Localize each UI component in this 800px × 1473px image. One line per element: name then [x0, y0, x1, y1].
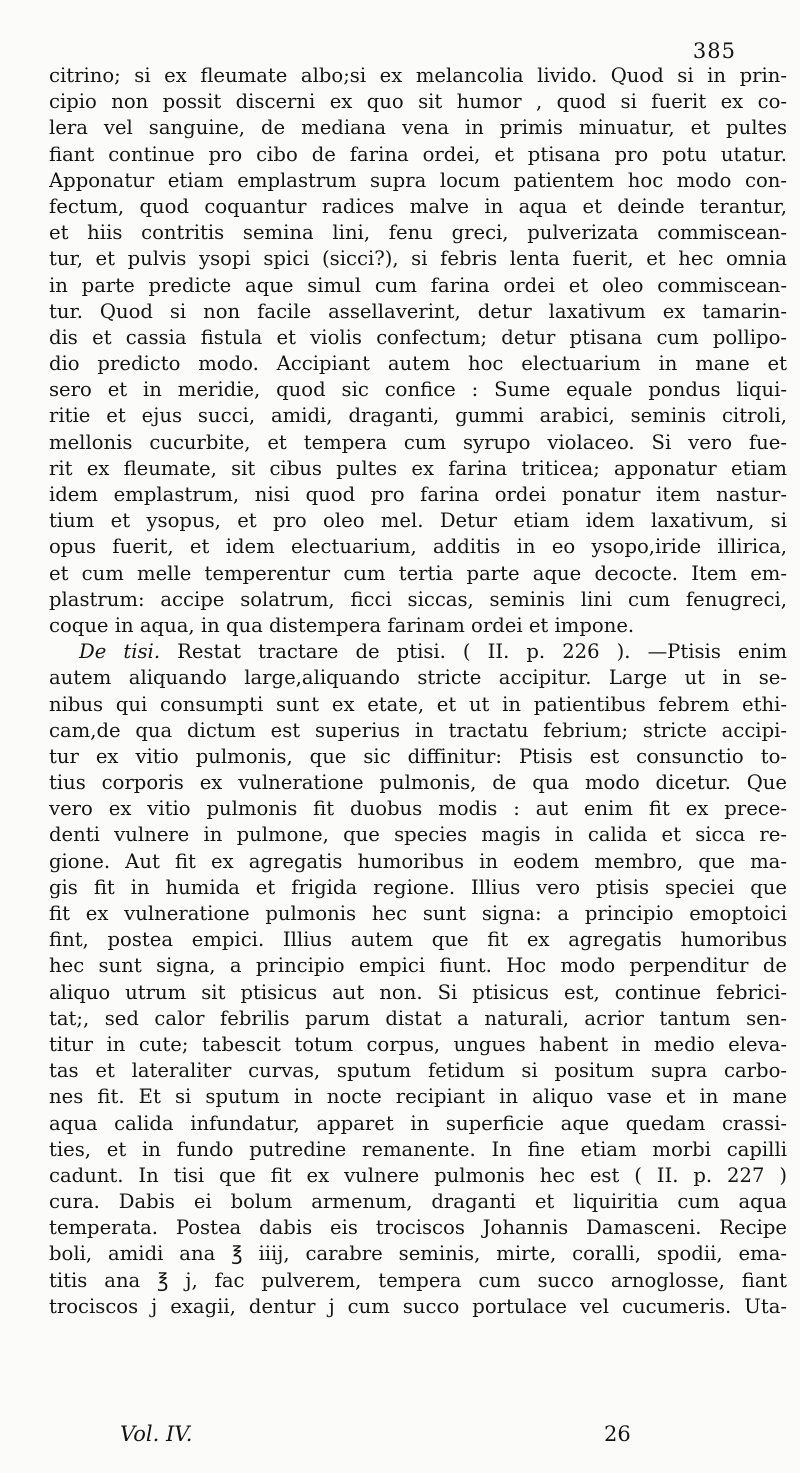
page-number: 385 — [692, 39, 736, 63]
text-line: aqua calida infundatur, apparet in superficie aque quedam crassi- — [49, 1111, 787, 1135]
section-heading: De tisi. — [79, 640, 161, 664]
text-line: tur ex vitio pulmonis, que sic diffinitur: Ptisis est consunctio to- — [49, 744, 787, 768]
text-line: denti vulnere in pulmone, que species magis in calida et sicca re- — [49, 823, 787, 847]
text-line: et hiis contritis semina lini, fenu greci, pulverizata commiscean- — [49, 221, 787, 245]
text-line: Restat tractare de ptisi. ( II. p. 226 ). —Ptisis enim — [177, 640, 787, 664]
text-line: fit ex vulneratione pulmonis hec sunt signa: a principio emoptoici — [49, 902, 787, 925]
text-line: cipio non possit discerni ex quo sit humor , quod si fuerit ex co- — [49, 90, 787, 114]
text-line: nes fit. Et si sputum in nocte recipiant in aliquo vase et in mane — [49, 1085, 787, 1109]
text-line: coque in aqua, in qua distempera farinam ordei et impone. — [49, 613, 635, 637]
text-line: in parte predicte aque simul cum farina ordei et oleo commiscean- — [49, 273, 787, 297]
volume-label: Vol. IV. — [120, 1422, 193, 1446]
text-line: idem emplastrum, nisi quod pro farina ordei ponatur item nastur- — [49, 483, 787, 506]
text-line: gione. Aut fit ex agregatis humoribus in eodem membro, que ma- — [49, 849, 787, 873]
text-line: vero ex vitio pulmonis fit duobus modis : aut enim fit ex prece- — [49, 797, 787, 821]
page-footer — [0, 1422, 800, 1452]
text-line: tas et lateraliter curvas, sputum fetidum si positum supra carbo- — [49, 1059, 787, 1083]
text-line: sero et in meridie, quod sic confice : Sume equale pondus liqui- — [49, 378, 787, 402]
section-lead-line — [49, 639, 787, 665]
text-line: plastrum: accipe solatrum, ficci siccas, seminis lini cum fenugreci, — [49, 587, 787, 611]
text-line: lera vel sanguine, de mediana vena in primis minuatur, et pultes — [49, 116, 787, 140]
text-line: tur, et pulvis ysopi spici (sicci?), si febris lenta fuerit, et hec omnia — [49, 247, 787, 271]
text-line: titis ana ℥ j, fac pulverem, tempera cum succo arnoglosse, fiant — [49, 1268, 787, 1292]
text-line: titur in cute; tabescit totum corpus, ungues habent in medio eleva- — [49, 1032, 787, 1056]
text-line: aliquo utrum sit ptisicus aut non. Si ptisicus est, continue febrici- — [49, 980, 787, 1004]
text-line: fint, postea empici. Illius autem que fit ex agregatis humoribus — [49, 928, 787, 952]
text-line: tius corporis ex vulneratione pulmonis, de qua modo dicetur. Que — [49, 771, 787, 795]
text-line: fiant continue pro cibo de farina ordei, et ptisana pro potu utatur. — [49, 142, 787, 166]
text-line: cam,de qua dictum est superius in tractatu febrium; stricte accipi- — [49, 718, 787, 742]
signature-mark: 26 — [604, 1422, 631, 1446]
text-line: dis et cassia fistula et violis confectum; detur ptisana cum pollipo- — [49, 325, 787, 349]
text-line: temperata. Postea dabis eis trociscos Johannis Damasceni. Recipe — [49, 1216, 787, 1240]
text-line: citrino; si ex fleumate albo;si ex melancolia livido. Quod si in prin- — [49, 64, 787, 87]
text-line: fectum, quod coquantur radices malve in aqua et deinde terantur, — [49, 194, 787, 218]
text-line: hec sunt signa, a principio empici fiunt. Hoc modo perpenditur de — [49, 954, 787, 978]
text-line: cadunt. In tisi que fit ex vulnere pulmonis hec est ( II. p. 227 ) — [49, 1163, 787, 1187]
body-text — [49, 63, 787, 1320]
text-line: Apponatur etiam emplastrum supra locum patientem hoc modo con- — [49, 168, 787, 192]
text-line: ties, et in fundo putredine remanente. In fine etiam morbi capilli — [49, 1137, 787, 1161]
text-line: et cum melle temperentur cum tertia parte aque decocte. Item em- — [49, 561, 787, 585]
text-line: gis fit in humida et frigida regione. Illius vero ptisis speciei que — [49, 875, 787, 899]
text-line: nibus qui consumpti sunt ex etate, et ut in patientibus febrem ethi- — [49, 692, 787, 716]
text-line: cura. Dabis ei bolum armenum, draganti et liquiritia cum aqua — [49, 1190, 787, 1214]
text-line: tium et ysopus, et pro oleo mel. Detur etiam idem laxativum, si — [49, 509, 787, 533]
text-line: opus fuerit, et idem electuarium, additis in eo ysopo,iride illirica, — [49, 535, 787, 559]
text-line: boli, amidi ana ℥ iiij, carabre seminis, mirte, coralli, spodii, ema- — [49, 1242, 787, 1266]
text-line: autem aliquando large,aliquando stricte accipitur. Large ut in se- — [49, 666, 787, 690]
text-line: rit ex fleumate, sit cibus pultes ex farina triticea; apponatur etiam — [49, 456, 787, 480]
text-line: ritie et ejus succi, amidi, draganti, gummi arabici, seminis citroli, — [49, 404, 787, 428]
text-line: trociscos j exagii, dentur j cum succo portulace vel cucumeris. Uta- — [49, 1294, 787, 1318]
text-line: tat;, sed calor febrilis parum distat a naturali, acrior tantum sen- — [49, 1006, 787, 1030]
text-line: dio predicto modo. Accipiant autem hoc electuarium in mane et — [49, 352, 787, 376]
text-line: mellonis cucurbite, et tempera cum syrupo violaceo. Si vero fue- — [49, 430, 787, 454]
text-line: tur. Quod si non facile assellaverint, detur laxativum ex tamarin- — [49, 299, 787, 323]
